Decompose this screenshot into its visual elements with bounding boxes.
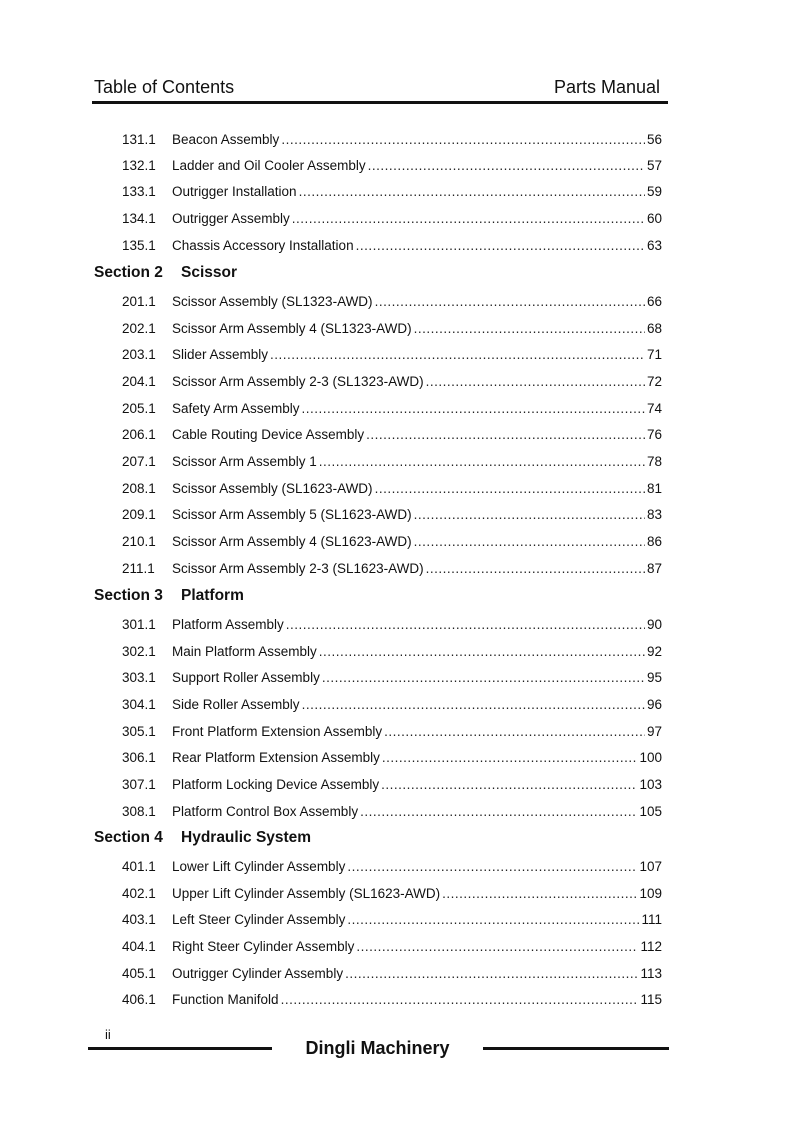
dot-leader xyxy=(375,479,645,499)
toc-entry[interactable] xyxy=(120,209,662,229)
toc-entry-number: 305.1 xyxy=(122,724,156,739)
page-header xyxy=(92,77,668,104)
toc-entry-page: 100 xyxy=(639,750,662,765)
toc-entry-number: 301.1 xyxy=(122,617,156,632)
toc-entry-title: Upper Lift Cylinder Assembly (SL1623-AWD) xyxy=(172,886,441,901)
dot-leader xyxy=(299,182,645,202)
section-label: Section 2 xyxy=(94,264,163,281)
toc-entry-title: Ladder and Oil Cooler Assembly xyxy=(172,158,366,173)
toc-entry-number: 302.1 xyxy=(122,644,156,659)
dot-leader xyxy=(384,722,645,742)
toc-entry[interactable] xyxy=(120,182,662,202)
dot-leader xyxy=(366,425,645,445)
dot-leader xyxy=(270,345,645,365)
toc-entry[interactable] xyxy=(120,399,662,419)
toc-entry-number: 202.1 xyxy=(122,321,156,336)
toc-entry-page: 113 xyxy=(640,966,662,981)
toc-entry-number: 406.1 xyxy=(122,992,156,1007)
toc-entry-number: 401.1 xyxy=(122,859,156,874)
toc-entry-title: Main Platform Assembly xyxy=(172,644,317,659)
toc-entry-page: 68 xyxy=(646,321,662,336)
footer-rule-left xyxy=(88,1047,272,1050)
toc-entry-page: 83 xyxy=(646,507,662,522)
dot-leader xyxy=(414,319,645,339)
toc-entry-number: 404.1 xyxy=(122,939,156,954)
toc-entry[interactable] xyxy=(120,425,662,445)
toc-entry-page: 71 xyxy=(646,347,662,362)
toc-entry[interactable] xyxy=(120,642,662,662)
toc-entry-page: 72 xyxy=(646,374,662,389)
toc-entry-title: Outrigger Cylinder Assembly xyxy=(172,966,344,981)
toc-entry-title: Platform Control Box Assembly xyxy=(172,804,359,819)
toc-entry-page: 115 xyxy=(640,992,662,1007)
toc-entry-number: 207.1 xyxy=(122,454,156,469)
toc-entry[interactable] xyxy=(120,236,662,256)
toc-entry[interactable] xyxy=(120,559,662,579)
dot-leader xyxy=(281,130,645,150)
toc-entry-number: 208.1 xyxy=(122,481,156,496)
toc-entry[interactable] xyxy=(120,775,662,795)
toc-entry-page: 95 xyxy=(646,670,662,685)
toc-entry-number: 131.1 xyxy=(122,132,156,147)
toc-entry-number: 308.1 xyxy=(122,804,156,819)
toc-entry-number: 306.1 xyxy=(122,750,156,765)
toc-entry[interactable] xyxy=(120,372,662,392)
toc-entry-number: 211.1 xyxy=(122,561,155,576)
toc-entry-page: 105 xyxy=(639,804,662,819)
toc-entry[interactable] xyxy=(120,505,662,525)
toc-entry-title: Platform Assembly xyxy=(172,617,284,632)
toc-entry-page: 112 xyxy=(640,939,662,954)
toc-entry-number: 405.1 xyxy=(122,966,156,981)
dot-leader xyxy=(286,615,645,635)
section-label: Section 4 xyxy=(94,829,163,846)
dot-leader xyxy=(281,990,639,1010)
toc-entry-title: Side Roller Assembly xyxy=(172,697,300,712)
toc-entry-title: Scissor Assembly (SL1623-AWD) xyxy=(172,481,373,496)
header-manual-name: Parts Manual xyxy=(553,77,660,97)
toc-entry-page: 111 xyxy=(641,912,662,927)
toc-entry-number: 134.1 xyxy=(122,211,156,226)
toc-entry[interactable] xyxy=(120,532,662,552)
toc-entry[interactable] xyxy=(120,615,662,635)
toc-entry-number: 402.1 xyxy=(122,886,156,901)
toc-entry[interactable] xyxy=(120,990,662,1010)
toc-entry-number: 133.1 xyxy=(122,184,156,199)
dot-leader xyxy=(356,937,638,957)
toc-entry[interactable] xyxy=(120,748,662,768)
toc-entry-page: 76 xyxy=(646,427,662,442)
toc-entry-page: 92 xyxy=(646,644,662,659)
toc-entry-page: 59 xyxy=(646,184,662,199)
toc-entry-number: 206.1 xyxy=(122,427,156,442)
toc-entry-page: 78 xyxy=(646,454,662,469)
toc-entry-title: Cable Routing Device Assembly xyxy=(172,427,365,442)
toc-entry-page: 86 xyxy=(646,534,662,549)
header-title: Table of Contents xyxy=(94,77,235,97)
toc-entry[interactable] xyxy=(120,964,662,984)
toc-entry-page: 109 xyxy=(639,886,662,901)
toc-entry[interactable] xyxy=(120,884,662,904)
toc-entry[interactable] xyxy=(120,722,662,742)
toc-entry[interactable] xyxy=(120,937,662,957)
toc-entry-title: Scissor Arm Assembly 4 (SL1323-AWD) xyxy=(172,321,412,336)
toc-entry-title: Right Steer Cylinder Assembly xyxy=(172,939,355,954)
dot-leader xyxy=(347,857,637,877)
toc-entry-number: 403.1 xyxy=(122,912,156,927)
toc-entry-title: Slider Assembly xyxy=(172,347,269,362)
toc-entry-number: 303.1 xyxy=(122,670,156,685)
toc-entry-page: 96 xyxy=(646,697,662,712)
toc-entry[interactable] xyxy=(120,130,662,150)
dot-leader xyxy=(345,964,638,984)
toc-entry-title: Beacon Assembly xyxy=(172,132,280,147)
dot-leader xyxy=(382,748,638,768)
dot-leader xyxy=(442,884,637,904)
toc-entry[interactable] xyxy=(120,695,662,715)
toc-entry-page: 103 xyxy=(639,777,662,792)
toc-entry-title: Outrigger Assembly xyxy=(172,211,290,226)
dot-leader xyxy=(319,452,645,472)
toc-entry-title: Support Roller Assembly xyxy=(172,670,320,685)
toc-entry-title: Scissor Arm Assembly 4 (SL1623-AWD) xyxy=(172,534,412,549)
toc-entry-number: 135.1 xyxy=(122,238,156,253)
toc-entry-page: 81 xyxy=(646,481,662,496)
toc-entry-page: 60 xyxy=(646,211,662,226)
toc-entry[interactable] xyxy=(120,802,662,822)
toc-entry-page: 66 xyxy=(646,294,662,309)
dot-leader xyxy=(426,559,645,579)
toc-entry-title: Lower Lift Cylinder Assembly xyxy=(172,859,346,874)
toc-entry-page: 74 xyxy=(646,401,662,416)
dot-leader xyxy=(414,532,645,552)
dot-leader xyxy=(356,236,645,256)
footer-page-number: ii xyxy=(105,1027,111,1042)
toc-entry-title: Scissor Arm Assembly 2-3 (SL1623-AWD) xyxy=(172,561,424,576)
toc-entry-title: Scissor Arm Assembly 2-3 (SL1323-AWD) xyxy=(172,374,424,389)
dot-leader xyxy=(360,802,637,822)
toc-entry-title: Rear Platform Extension Assembly xyxy=(172,750,380,765)
toc-entry-page: 87 xyxy=(646,561,662,576)
dot-leader xyxy=(426,372,645,392)
toc-entry-number: 132.1 xyxy=(122,158,156,173)
toc-entry[interactable] xyxy=(120,668,662,688)
toc-entry-title: Front Platform Extension Assembly xyxy=(172,724,383,739)
toc-entry[interactable] xyxy=(120,857,662,877)
toc-entry-title: Safety Arm Assembly xyxy=(172,401,300,416)
section-name: Scissor xyxy=(181,264,238,281)
toc-entry-number: 307.1 xyxy=(122,777,156,792)
toc-entry-page: 107 xyxy=(639,859,662,874)
toc-entry-title: Platform Locking Device Assembly xyxy=(172,777,380,792)
toc-entry[interactable] xyxy=(120,479,662,499)
toc-entry[interactable] xyxy=(120,156,662,176)
toc-entry-page: 56 xyxy=(646,132,662,147)
toc-entry[interactable] xyxy=(120,345,662,365)
toc-entry-number: 201.1 xyxy=(122,294,156,309)
footer-rule-right xyxy=(483,1047,669,1050)
toc-entry-page: 57 xyxy=(646,158,662,173)
dot-leader xyxy=(375,292,645,312)
dot-leader xyxy=(302,399,645,419)
section-name: Hydraulic System xyxy=(181,829,312,846)
toc-entry[interactable] xyxy=(120,319,662,339)
dot-leader xyxy=(319,642,645,662)
toc-entry-page: 90 xyxy=(646,617,662,632)
toc-entry-title: Scissor Assembly (SL1323-AWD) xyxy=(172,294,373,309)
toc-entry-title: Scissor Arm Assembly 1 xyxy=(172,454,317,469)
dot-leader xyxy=(347,910,639,930)
dot-leader xyxy=(381,775,637,795)
toc-entry-page: 63 xyxy=(646,238,662,253)
toc-entry-title: Left Steer Cylinder Assembly xyxy=(172,912,346,927)
toc-entry-number: 204.1 xyxy=(122,374,156,389)
footer-brand: Dingli Machinery xyxy=(305,1038,450,1058)
section-label: Section 3 xyxy=(94,587,163,604)
dot-leader xyxy=(322,668,645,688)
toc-entry-title: Outrigger Installation xyxy=(172,184,297,199)
dot-leader xyxy=(302,695,645,715)
section-name: Platform xyxy=(181,587,244,604)
toc-entry-number: 304.1 xyxy=(122,697,156,712)
dot-leader xyxy=(292,209,645,229)
toc-entry-title: Function Manifold xyxy=(172,992,279,1007)
toc-entry[interactable] xyxy=(120,452,662,472)
toc-entry[interactable] xyxy=(120,910,662,930)
toc-entry-number: 205.1 xyxy=(122,401,156,416)
dot-leader xyxy=(368,156,645,176)
toc-entry-title: Chassis Accessory Installation xyxy=(172,238,354,253)
toc-entry-number: 203.1 xyxy=(122,347,156,362)
toc-entry-page: 97 xyxy=(646,724,662,739)
toc-entry-number: 210.1 xyxy=(122,534,156,549)
dot-leader xyxy=(414,505,645,525)
toc-entry[interactable] xyxy=(120,292,662,312)
toc-entry-number: 209.1 xyxy=(122,507,156,522)
toc-entry-title: Scissor Arm Assembly 5 (SL1623-AWD) xyxy=(172,507,412,522)
